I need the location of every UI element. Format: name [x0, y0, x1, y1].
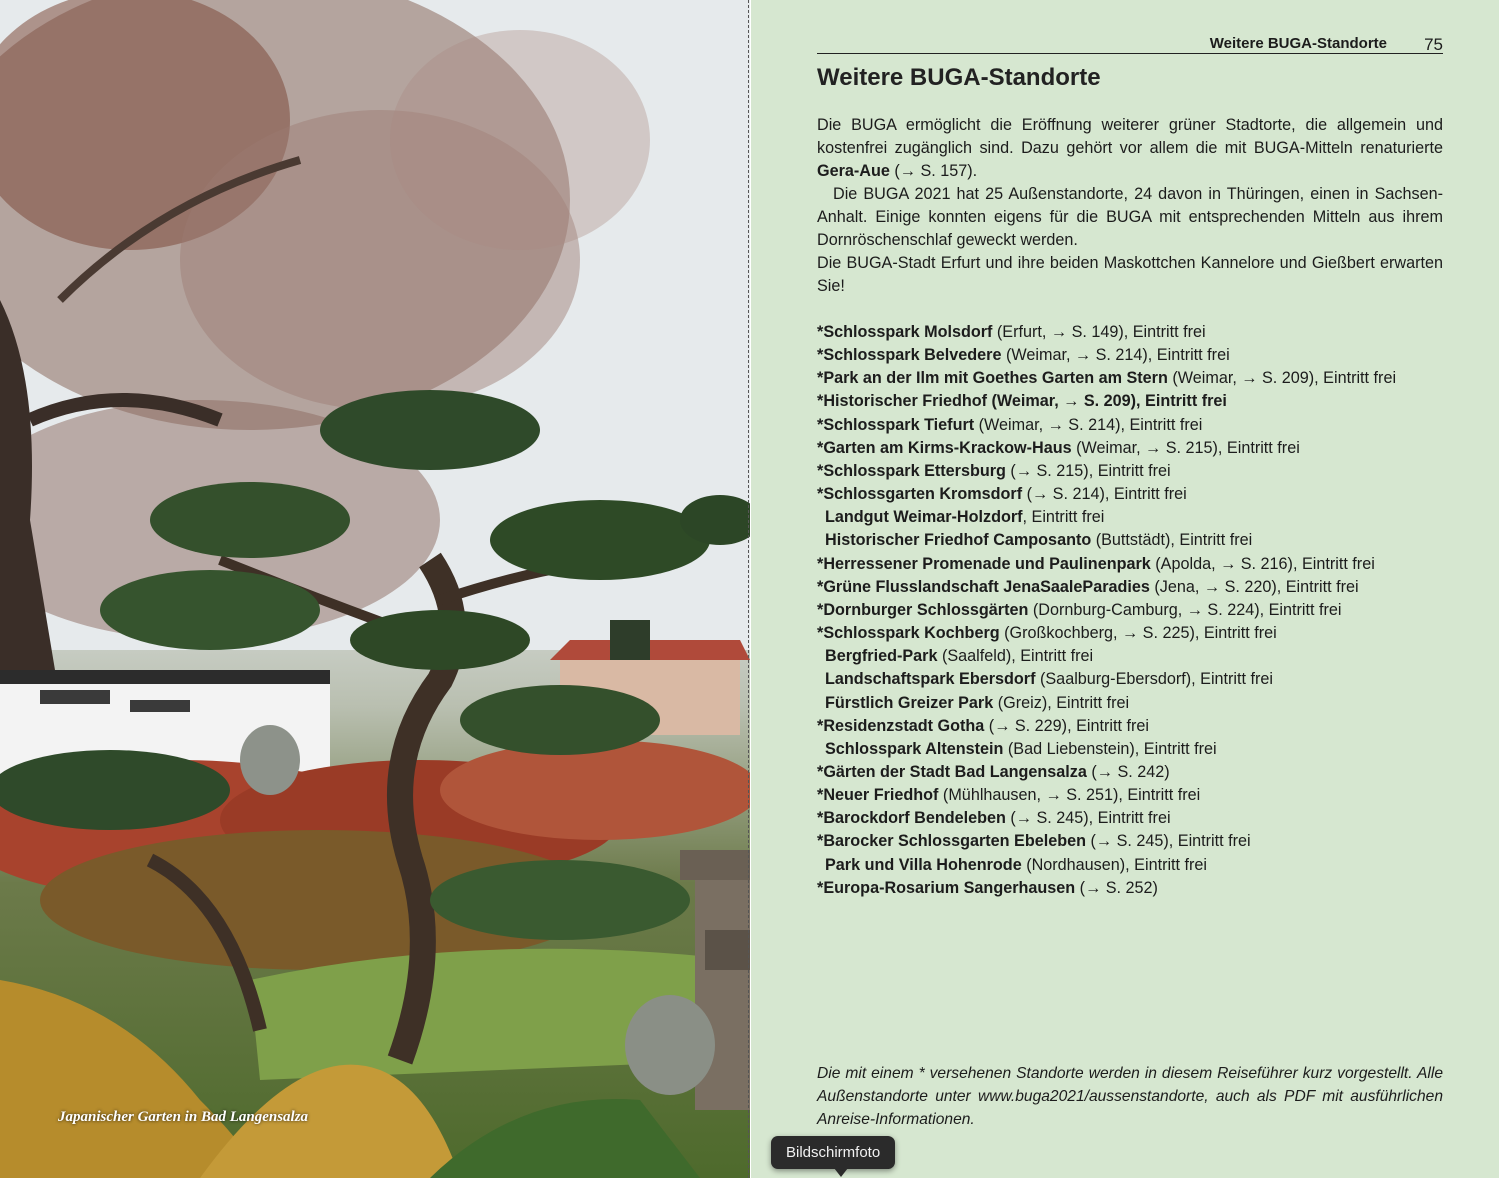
running-title: Weitere BUGA-Standorte	[1209, 35, 1387, 52]
site-list-item	[817, 668, 1457, 691]
site-list-item	[817, 645, 1457, 668]
site-name: Schlosspark Kochberg	[823, 624, 1000, 643]
photo-caption: Japanischer Garten in Bad Langensalza	[58, 1109, 309, 1125]
site-star-marker: *	[817, 600, 824, 619]
site-name: Bergfried-Park	[825, 647, 938, 666]
site-details: (Weimar, → S. 214), Eintritt frei	[1001, 346, 1230, 365]
site-name: Barocker Schlossgarten Ebeleben	[823, 832, 1087, 851]
site-name: Schlosspark Ettersburg	[823, 461, 1006, 480]
tooltip-arrow	[834, 1168, 848, 1177]
section-heading: Weitere BUGA-Standorte	[817, 64, 1101, 91]
intro-text-part-2: (→ S. 157).	[889, 162, 978, 181]
site-name: Historischer Friedhof Camposanto	[825, 531, 1092, 550]
site-list-item	[817, 506, 1457, 529]
site-name: Europa-Rosarium Sangerhausen	[823, 878, 1076, 897]
site-star-marker: *	[817, 323, 824, 341]
site-details: (Bad Liebenstein), Eintritt frei	[1003, 739, 1217, 758]
site-name: Gärten der Stadt Bad Langensalza	[823, 762, 1087, 781]
site-star-marker: *	[817, 485, 824, 504]
site-list-item	[817, 414, 1457, 437]
site-star-marker: *	[817, 832, 824, 851]
site-details: (Weimar, → S. 214), Eintritt frei	[974, 415, 1203, 434]
page-divider	[748, 0, 749, 1178]
site-star-marker: *	[817, 392, 824, 411]
site-list-item	[817, 761, 1457, 784]
site-name: Residenzstadt Gotha	[823, 716, 985, 735]
site-star-marker: *	[817, 369, 824, 388]
site-list-item	[817, 483, 1457, 506]
intro-text-part-1: Die BUGA ermöglicht die Eröffnung weiterer grüner Stadtorte, die allgemein und kostenfrei zugänglich sind. Dazu gehört vor allem die mit BUGA-Mitteln renaturierte	[817, 116, 1443, 158]
site-name: Barockdorf Bendeleben	[823, 809, 1006, 828]
site-list-item	[817, 738, 1457, 761]
site-list-item	[817, 854, 1457, 877]
site-list-item	[817, 576, 1457, 599]
site-details: (→ S. 242)	[1086, 762, 1170, 781]
site-details: (→ S. 215), Eintritt frei	[1005, 461, 1171, 480]
site-name: Landgut Weimar-Holzdorf	[825, 508, 1023, 527]
site-details: (→ S. 214), Eintritt frei	[1022, 485, 1187, 504]
site-list-item	[817, 622, 1457, 645]
site-details: (Greiz), Eintritt frei	[993, 693, 1130, 712]
site-name: Schlossgarten Kromsdorf	[823, 485, 1023, 504]
site-star-marker: *	[817, 554, 824, 573]
page-number: 75	[1424, 35, 1443, 54]
site-list-item	[817, 437, 1457, 460]
footnote: Die mit einem * versehenen Standorte werden in diesem Reiseführer kurz vorgestellt. Alle Außenstandorte unter www.buga2021/aussenstandorte, auch als PDF mit ausführlichen Anreise-Informationen.	[817, 1065, 1443, 1129]
site-details: (Jena, → S. 220), Eintritt frei	[1149, 577, 1359, 596]
site-star-marker: *	[817, 716, 824, 735]
text-page	[751, 0, 1499, 1178]
site-star-marker: *	[817, 438, 824, 457]
running-header	[817, 33, 1443, 54]
site-star-marker: *	[817, 415, 824, 434]
intro-text-bold: Gera-Aue	[817, 162, 890, 181]
site-name: Schlosspark Tiefurt	[823, 415, 975, 434]
site-details: (→ S. 229), Eintritt frei	[984, 716, 1149, 735]
site-list-item	[817, 344, 1457, 367]
site-star-marker: *	[817, 624, 824, 643]
site-list-item	[817, 553, 1457, 576]
site-list-item	[817, 784, 1457, 807]
site-list-item	[817, 692, 1457, 715]
site-name: Grüne Flusslandschaft JenaSaaleParadies	[823, 577, 1150, 596]
site-details: (Saalfeld), Eintritt frei	[937, 647, 1094, 666]
site-list-item	[817, 830, 1457, 853]
site-star-marker: *	[817, 878, 824, 897]
site-list-item	[817, 807, 1457, 830]
site-details: (Buttstädt), Eintritt frei	[1091, 531, 1253, 550]
site-details: (Nordhausen), Eintritt frei	[1021, 855, 1208, 874]
site-details: (Apolda, → S. 216), Eintritt frei	[1150, 554, 1375, 573]
locations-paragraph: Die BUGA 2021 hat 25 Außenstandorte, 24 davon in Thüringen, einen in Sachsen-Anhalt. Einige konnten eigens für die BUGA mit entsprechenden Mitteln aus ihrem Dornröschenschlaf geweckt werden.	[817, 185, 1443, 250]
site-details: (Saalburg-Ebersdorf), Eintritt frei	[1035, 670, 1274, 689]
site-name: Historischer Friedhof (Weimar, → S. 209), Eintritt frei	[823, 392, 1227, 411]
site-list-item	[817, 877, 1457, 900]
site-name: Fürstlich Greizer Park	[825, 693, 994, 712]
site-details: (Weimar, → S. 215), Eintritt frei	[1071, 438, 1300, 457]
site-star-marker: *	[817, 809, 824, 828]
site-star-marker: *	[817, 461, 824, 480]
site-list-item	[817, 599, 1457, 622]
site-name: Neuer Friedhof	[823, 786, 939, 805]
site-details: (Weimar, → S. 209), Eintritt frei	[1167, 369, 1397, 388]
site-name: Park und Villa Hohenrode	[825, 855, 1022, 874]
site-star-marker: *	[817, 762, 824, 781]
screenshot-tooltip: Bildschirmfoto	[771, 1136, 895, 1169]
site-details: (Mühlhausen, → S. 251), Eintritt frei	[938, 786, 1201, 805]
site-name: Park an der Ilm mit Goethes Garten am Stern	[823, 369, 1168, 388]
site-name: Garten am Kirms-Krackow-Haus	[823, 438, 1072, 457]
site-list-item	[817, 321, 1457, 344]
site-list-item	[817, 529, 1457, 552]
site-details: (Erfurt, → S. 149), Eintritt frei	[992, 323, 1206, 341]
site-star-marker: *	[817, 577, 824, 596]
site-name: Herressener Promenade und Paulinenpark	[823, 554, 1151, 573]
site-list	[817, 321, 1457, 900]
site-details: (→ S. 252)	[1075, 878, 1158, 897]
site-name: Schlosspark Belvedere	[823, 346, 1002, 365]
site-star-marker: *	[817, 346, 824, 365]
site-name: Dornburger Schlossgärten	[823, 600, 1029, 619]
site-details: (→ S. 245), Eintritt frei	[1086, 832, 1251, 851]
site-name: Schlosspark Altenstein	[825, 739, 1004, 758]
site-list-item	[817, 390, 1457, 413]
site-star-marker: *	[817, 786, 824, 805]
site-name: Landschaftspark Ebersdorf	[825, 670, 1036, 689]
site-list-item	[817, 715, 1457, 738]
welcome-paragraph: Die BUGA-Stadt Erfurt und ihre beiden Maskottchen Kannelore und Gießbert erwarten Sie!	[817, 254, 1443, 296]
site-details: (Großkochberg, → S. 225), Eintritt frei	[999, 624, 1277, 643]
site-details: , Eintritt frei	[1022, 508, 1105, 527]
site-name: Schlosspark Molsdorf	[823, 323, 993, 341]
site-details: (→ S. 245), Eintritt frei	[1005, 809, 1171, 828]
site-list-item	[817, 367, 1457, 390]
site-details: (Dornburg-Camburg, → S. 224), Eintritt frei	[1028, 600, 1342, 619]
intro-paragraph	[817, 114, 1443, 183]
site-list-item	[817, 460, 1457, 483]
